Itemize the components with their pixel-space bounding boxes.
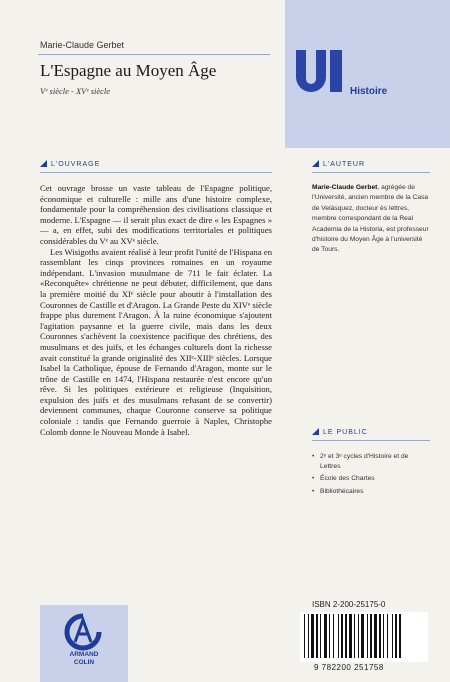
book-subtitle: Vᵉ siècle - XVᵉ siècle xyxy=(40,86,111,96)
publisher-name: ARMAND COLIN xyxy=(69,651,99,666)
section-public-heading: LE PUBLIC xyxy=(312,428,368,436)
header-author: Marie-Claude Gerbet xyxy=(40,40,125,50)
section-ouvrage-heading: L'OUVRAGE xyxy=(40,160,100,168)
triangle-icon xyxy=(312,160,319,167)
ouvrage-paragraph-2: Les Wisigoths avaient réalisé à leur profit l'unité de l'Hispana en rassemblant les cinqs provinces romaines en un royaume indépendant. L'invasion musulmane de 711 le fait éclater. La «Reconquête» chrétienne ne peut débuter, difficilement, que dans la première moitié du XIᵉ siècle pour aboutir à l'installation des Couronnes de Castille et d'Aragon. La Grande Peste du XIVᵉ siècle frappe plus durement l'Aragon. À la ruine économique s'ajoutent l'agitation paysanne et la guerre civile, mais dans les deux Couronnes s'achèvent la coexistence pacifique des chrétiens, des musulmans et des juifs, et les échanges culturels dont la richesse avait constitué la grande originalité des XIIᵉ-XIIIᵉ siècles. Lorsque Isabel la Catholique, épouse de Fernando d'Aragon, monte sur le trône de Castille en 1474, l'Hispana restaurée n'est encore qu'un rêve. Si les politiques extérieure et religieuse (Inquisition, expulsion des juifs et des musulmans refusant de se convertir) deviennent communes, chaque Couronne conserve sa politique coloniale : tandis que Fernando guerroie à Naples, Christophe Colomb donne le Nouveau Monde à Isabel. xyxy=(40,246,272,437)
auteur-text xyxy=(312,183,430,256)
section-divider xyxy=(40,172,272,173)
section-auteur-heading: L'AUTEUR xyxy=(312,160,365,168)
armand-colin-logo-icon xyxy=(63,612,103,652)
barcode-number: 9 782200 251758 xyxy=(314,663,384,672)
list-item: • Bibliothécaires xyxy=(312,487,430,497)
section-divider xyxy=(312,172,430,173)
section-divider xyxy=(312,440,430,441)
triangle-icon xyxy=(40,160,47,167)
isbn: ISBN 2-200-25175-0 xyxy=(312,600,386,609)
barcode-icon xyxy=(300,612,428,662)
auteur-name: Marie-Claude Gerbet xyxy=(312,184,378,191)
public-list xyxy=(312,452,430,499)
ouvrage-text xyxy=(40,183,272,437)
book-title: L'Espagne au Moyen Âge xyxy=(40,61,217,80)
collection-label: Histoire xyxy=(350,86,388,97)
ouvrage-paragraph-1: Cet ouvrage brosse un vaste tableau de l'Espagne politique, économique et culturelle : mille ans d'une histoire complexe, fondamentale pour la compréhension des civilisations classique et moderne. L'Espagne — il serait plus exact de dire « les Espagnes » — a, en effet, subi des modifications territoriales et politiques considérables du Vᵉ au XVᵉ siècle. xyxy=(40,183,272,246)
triangle-icon xyxy=(312,428,319,435)
auteur-bio: , agrégée de l'Université, ancien membre de la Casa de Velàsquez, docteur ès lettres, membre correspondant de la Real Academia de la Historia, est professeur d'histoire du Moyen Âge à l'université de Tours. xyxy=(312,184,429,254)
list-item: • 2ᵉ et 3ᵉ cycles d'Histoire et de Lettres xyxy=(312,452,430,471)
header-rule xyxy=(38,54,270,55)
university-logo-icon xyxy=(296,50,344,98)
list-item: • École des Chartes xyxy=(312,474,430,484)
